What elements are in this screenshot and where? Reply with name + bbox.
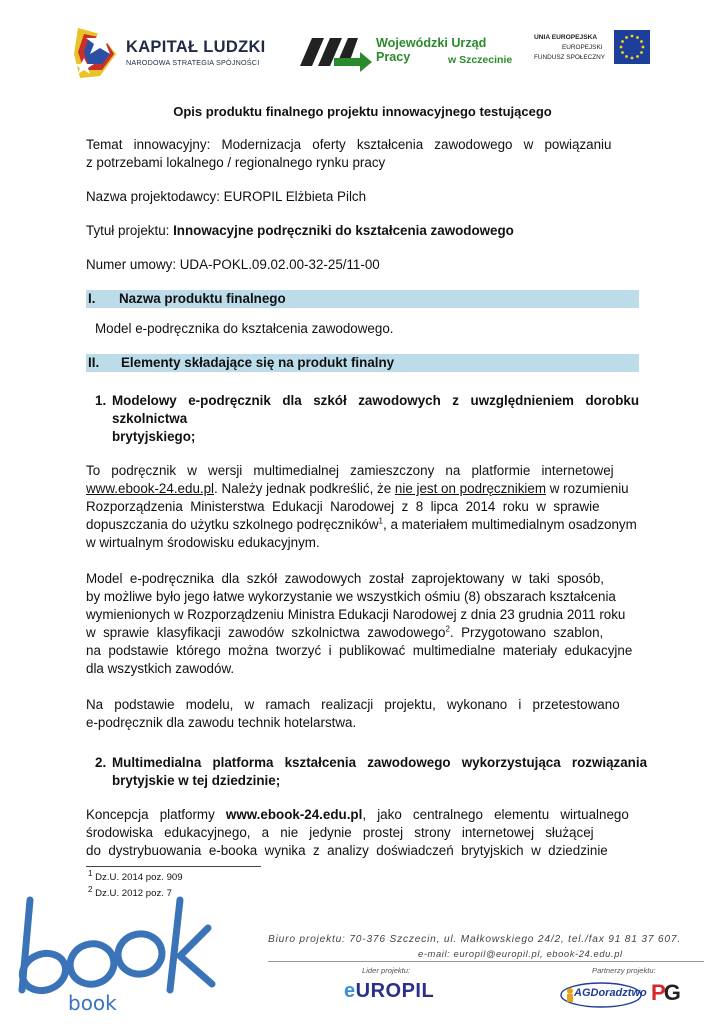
book-logo-text: book <box>68 991 117 1015</box>
p1-line-2-mid: . Należy jednak podkreślić, że <box>214 481 395 496</box>
agdoradztwo-text: AGDoradztwo <box>574 987 647 999</box>
p2-line-4a: w sprawie klasyfikacji zawodów szkolnictwa zawodowego <box>86 625 446 640</box>
tytul-label: Tytuł projektu: <box>86 223 174 238</box>
p1-line-1: To podręcznik w wersji multimedialnej zamieszczony na platformie internetowej <box>86 463 614 478</box>
numer-umowy: Numer umowy: UDA-POKL.09.02.00-32-25/11-00 <box>86 257 380 272</box>
section-1-number: I. <box>88 291 96 306</box>
header-logos <box>70 22 670 84</box>
eu-flag-icon <box>614 30 650 64</box>
kapital-ludzki-emblem-icon <box>70 24 122 80</box>
p2-line-3: wymienionych w Rozporządzeniu Ministra Edukacji Narodowej z dnia 23 grudnia 2011 roku <box>86 607 626 622</box>
section-1-title: Nazwa produktu finalnego <box>119 291 286 306</box>
kapital-ludzki-subtitle: NARODOWA STRATEGIA SPÓJNOŚCI <box>126 58 260 67</box>
footnote-ref-2[interactable]: 2 <box>445 624 450 634</box>
tytul-projektu <box>86 222 639 240</box>
footnote-ref-1[interactable]: 1 <box>378 516 383 526</box>
p3-line-1: Na podstawie modelu, w ramach realizacji projektu, wykonano i przetestowano <box>86 697 620 712</box>
paragraph-3 <box>86 696 639 732</box>
page-title: Opis produktu finalnego projektu innowacyjnego testującego <box>173 104 552 119</box>
ebook-link[interactable]: www.ebook-24.edu.pl <box>86 481 215 496</box>
section-1-header <box>86 290 639 308</box>
section-1-text: Model e-podręcznika do kształcenia zawodowego. <box>95 321 394 336</box>
wup-title: Wojewódzki Urząd Pracy <box>376 36 487 64</box>
wup-subtitle: w Szczecinie <box>448 54 513 66</box>
p1-line-3: Rozporządzenia Ministerstwa Edukacji Narodowej z 8 lipca 2014 roku w sprawie <box>86 499 600 514</box>
item-2-title-line-1: Multimedialna platforma kształcenia zawodowego wykorzystująca rozwiązania <box>112 755 648 770</box>
kapital-ludzki-logo <box>70 24 290 80</box>
footnote-1-text: Dz.U. 2014 poz. 909 <box>92 872 183 883</box>
p1-line-2-end: w rozumieniu <box>546 481 629 496</box>
tytul-value: Innowacyjne podręczniki do kształcenia zawodowego <box>173 223 514 238</box>
eu-line-1: UNIA EUROPEJSKA <box>534 34 598 41</box>
project-office-address: Biuro projektu: 70-376 Szczecin, ul. Małkowskiego 24/2, tel./fax 91 81 37 607. <box>268 934 681 945</box>
section-2-title: Elementy składające się na produkt finalny <box>121 355 395 370</box>
project-email[interactable]: e-mail: europil@europil.pl, ebook-24.edu.pl <box>418 948 623 959</box>
item-2-title-line-2: brytyjskie w tej dziedzinie; <box>112 773 281 788</box>
p2-line-5: na podstawie którego można tworzyć i publikować multimedialne materiały edukacyjne <box>86 643 633 658</box>
paragraph-2 <box>86 570 639 678</box>
platform-link[interactable]: www.ebook-24.edu.pl <box>225 807 363 822</box>
item-1-number: 1. <box>95 393 107 408</box>
item-2-heading <box>86 754 648 790</box>
europil-logo-e: e <box>344 980 356 1002</box>
book-logo <box>0 880 230 1024</box>
footnote-2-text: Dz.U. 2012 poz. 7 <box>92 888 172 899</box>
psg-logo-p: P <box>651 980 664 1005</box>
partner-label: Partnerzy projektu: <box>592 966 656 975</box>
p4-line-2: środowiska edukacyjnego, a nie jedynie prostej strony internetowej służącej <box>86 825 594 840</box>
p4-line-1b: , jako centralnego elementu wirtualnego <box>362 807 629 822</box>
p1-line-4b: , a materiałem multimedialnym osadzonym <box>383 517 637 532</box>
psg-logo <box>651 980 679 1006</box>
p2-line-4b: . Przygotowano szablon, <box>449 625 604 640</box>
psg-logo-g: G <box>663 980 679 1005</box>
p2-line-1: Model e-podręcznika dla szkół zawodowych został zaprojektowany w taki sposób, <box>86 571 605 586</box>
p1-line-4a: dopuszczania do użytku szkolnego podręczników <box>86 517 379 532</box>
book-logo-icon <box>0 880 230 1024</box>
agdoradztwo-logo <box>560 982 647 1008</box>
p1-underlined: nie jest on podręcznikiem <box>394 481 547 496</box>
document-body <box>86 104 648 860</box>
p2-line-4 <box>86 624 639 642</box>
p1-line-2 <box>86 480 639 498</box>
europil-logo <box>344 980 434 1003</box>
p4-line-3: do dystrybuowania e-booka wynika z analizy doświadczeń brytyjskich w dziedzinie <box>86 843 608 858</box>
footnote-2-number: 2 <box>88 884 93 894</box>
lider-label: Lider projektu: <box>362 966 411 975</box>
section-2-header <box>86 354 639 372</box>
footnote-divider <box>86 866 261 867</box>
footnote-1-number: 1 <box>88 868 93 878</box>
eu-logo <box>532 30 654 74</box>
temat-line-2: z potrzebami lokalnego / regionalnego rynku pracy <box>86 155 386 170</box>
p1-line-5: w wirtualnym środowisku edukacyjnym. <box>86 535 320 550</box>
item-2-number: 2. <box>95 755 107 770</box>
p1-line-4 <box>86 516 639 534</box>
projektodawca: Nazwa projektodawcy: EUROPIL Elżbieta Pilch <box>86 189 367 204</box>
p3-line-2: e-podręcznik dla zawodu technik hotelarstwa. <box>86 715 357 730</box>
item-1-heading <box>86 392 639 446</box>
wup-logo <box>298 28 518 78</box>
section-2-number: II. <box>88 355 100 370</box>
p2-line-6: dla wszystkich zawodów. <box>86 661 235 676</box>
item-1-title-line-1: Modelowy e-podręcznik dla szkół zawodowych z uwzględnieniem dorobku szkolnictwa <box>112 393 639 426</box>
p4-line-1 <box>86 806 639 824</box>
wup-emblem-icon <box>298 28 374 76</box>
temat-line-1: Temat innowacyjny: Modernizacja oferty kształcenia zawodowego w powiązaniu <box>86 137 612 152</box>
paragraph-4 <box>86 806 639 860</box>
kapital-ludzki-title: KAPITAŁ LUDZKI <box>126 38 266 56</box>
footer-divider <box>268 961 704 962</box>
eu-line-2: EUROPEJSKI <box>562 44 603 51</box>
p2-line-2: by możliwe było jego łatwe wykorzystanie we wszystkich ośmiu (8) obszarach kształcenia <box>86 589 616 604</box>
paragraph-1 <box>86 462 639 552</box>
europil-logo-rest: UROPIL <box>355 980 435 1002</box>
p4-line-1a: Koncepcja platformy <box>86 807 226 822</box>
eu-line-3: FUNDUSZ SPOŁECZNY <box>534 54 606 61</box>
item-1-title-line-2: brytyjskiego; <box>112 429 196 444</box>
